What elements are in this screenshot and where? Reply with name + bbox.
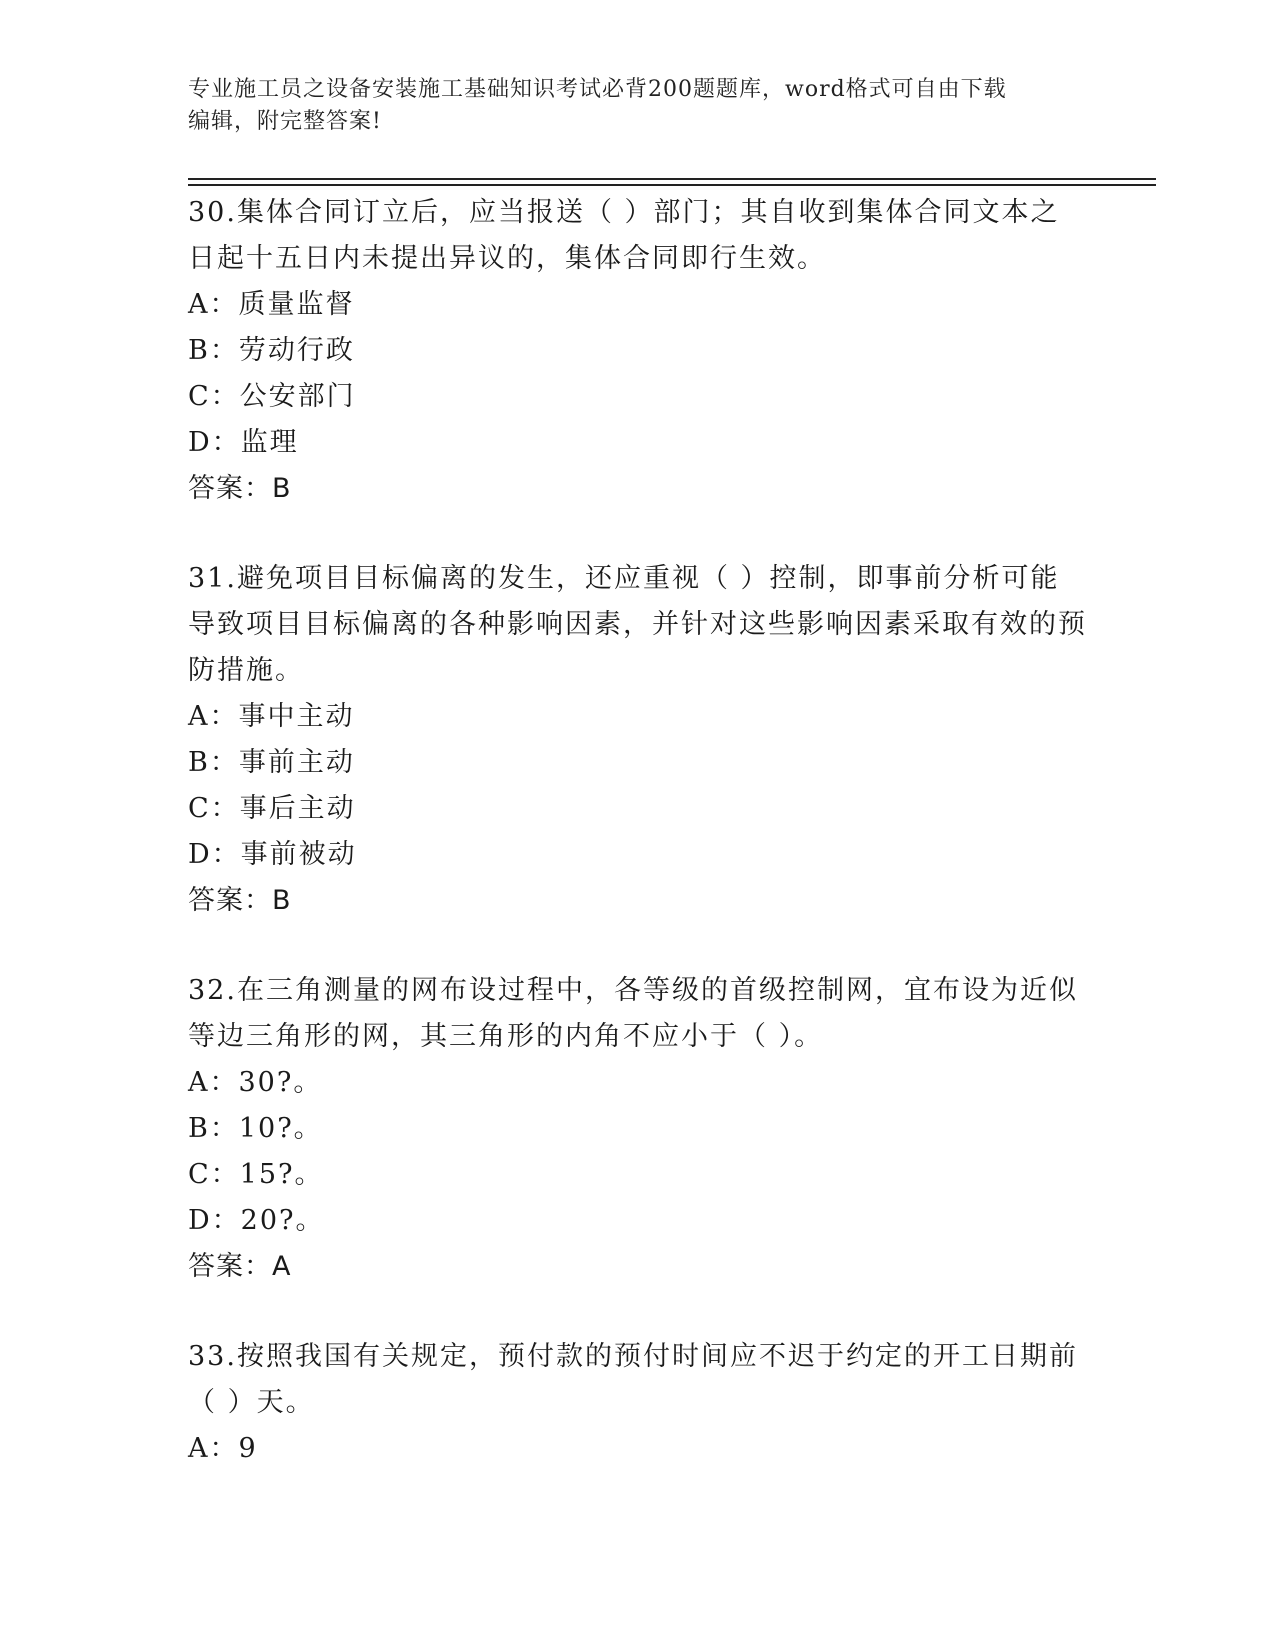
answer: 答案：A [188, 1251, 292, 1282]
option-d: D：监理 [188, 427, 299, 458]
question-33 [188, 1330, 1088, 1472]
answer: 答案：B [188, 885, 292, 916]
option-b: B：10?。 [188, 1113, 323, 1144]
header-line-1: 专业施工员之设备安装施工基础知识考试必背200题题库，word格式可自由下载 [188, 77, 1007, 102]
option-a: A：事中主动 [188, 701, 355, 732]
spacer [188, 512, 1088, 552]
header-rule-top [188, 178, 1156, 180]
option-b: B：劳动行政 [188, 335, 355, 366]
question-text: 31.避免项目目标偏离的发生，还应重视（ ）控制，即事前分析可能导致项目目标偏离的各种影响因素，并针对这些影响因素采取有效的预防措施。 [188, 563, 1087, 686]
question-text: 30.集体合同订立后，应当报送（ ）部门；其自收到集体合同文本之日起十五日内未提出异议的，集体合同即行生效。 [188, 197, 1060, 274]
spacer [188, 1290, 1088, 1330]
option-b: B：事前主动 [188, 747, 355, 778]
option-a: A：质量监督 [188, 289, 355, 320]
document-header [188, 74, 1088, 138]
spacer [188, 924, 1088, 964]
option-d: D：事前被动 [188, 839, 357, 870]
question-30 [188, 186, 1088, 512]
question-31 [188, 552, 1088, 924]
answer: 答案：B [188, 473, 292, 504]
question-text: 32.在三角测量的网布设过程中，各等级的首级控制网，宜布设为近似等边三角形的网，其三角形的内角不应小于（ ）。 [188, 975, 1078, 1052]
option-c: C：公安部门 [188, 381, 356, 412]
option-c: C：15?。 [188, 1159, 324, 1190]
question-32 [188, 964, 1088, 1290]
option-a: A：30?。 [188, 1067, 323, 1098]
option-c: C：事后主动 [188, 793, 356, 824]
option-d: D：20?。 [188, 1205, 325, 1236]
header-line-2: 编辑，附完整答案! [188, 109, 382, 134]
question-text: 33.按照我国有关规定，预付款的预付时间应不迟于约定的开工日期前（ ）天。 [188, 1341, 1078, 1418]
option-a: A：9 [188, 1433, 258, 1464]
question-list [188, 186, 1088, 1472]
